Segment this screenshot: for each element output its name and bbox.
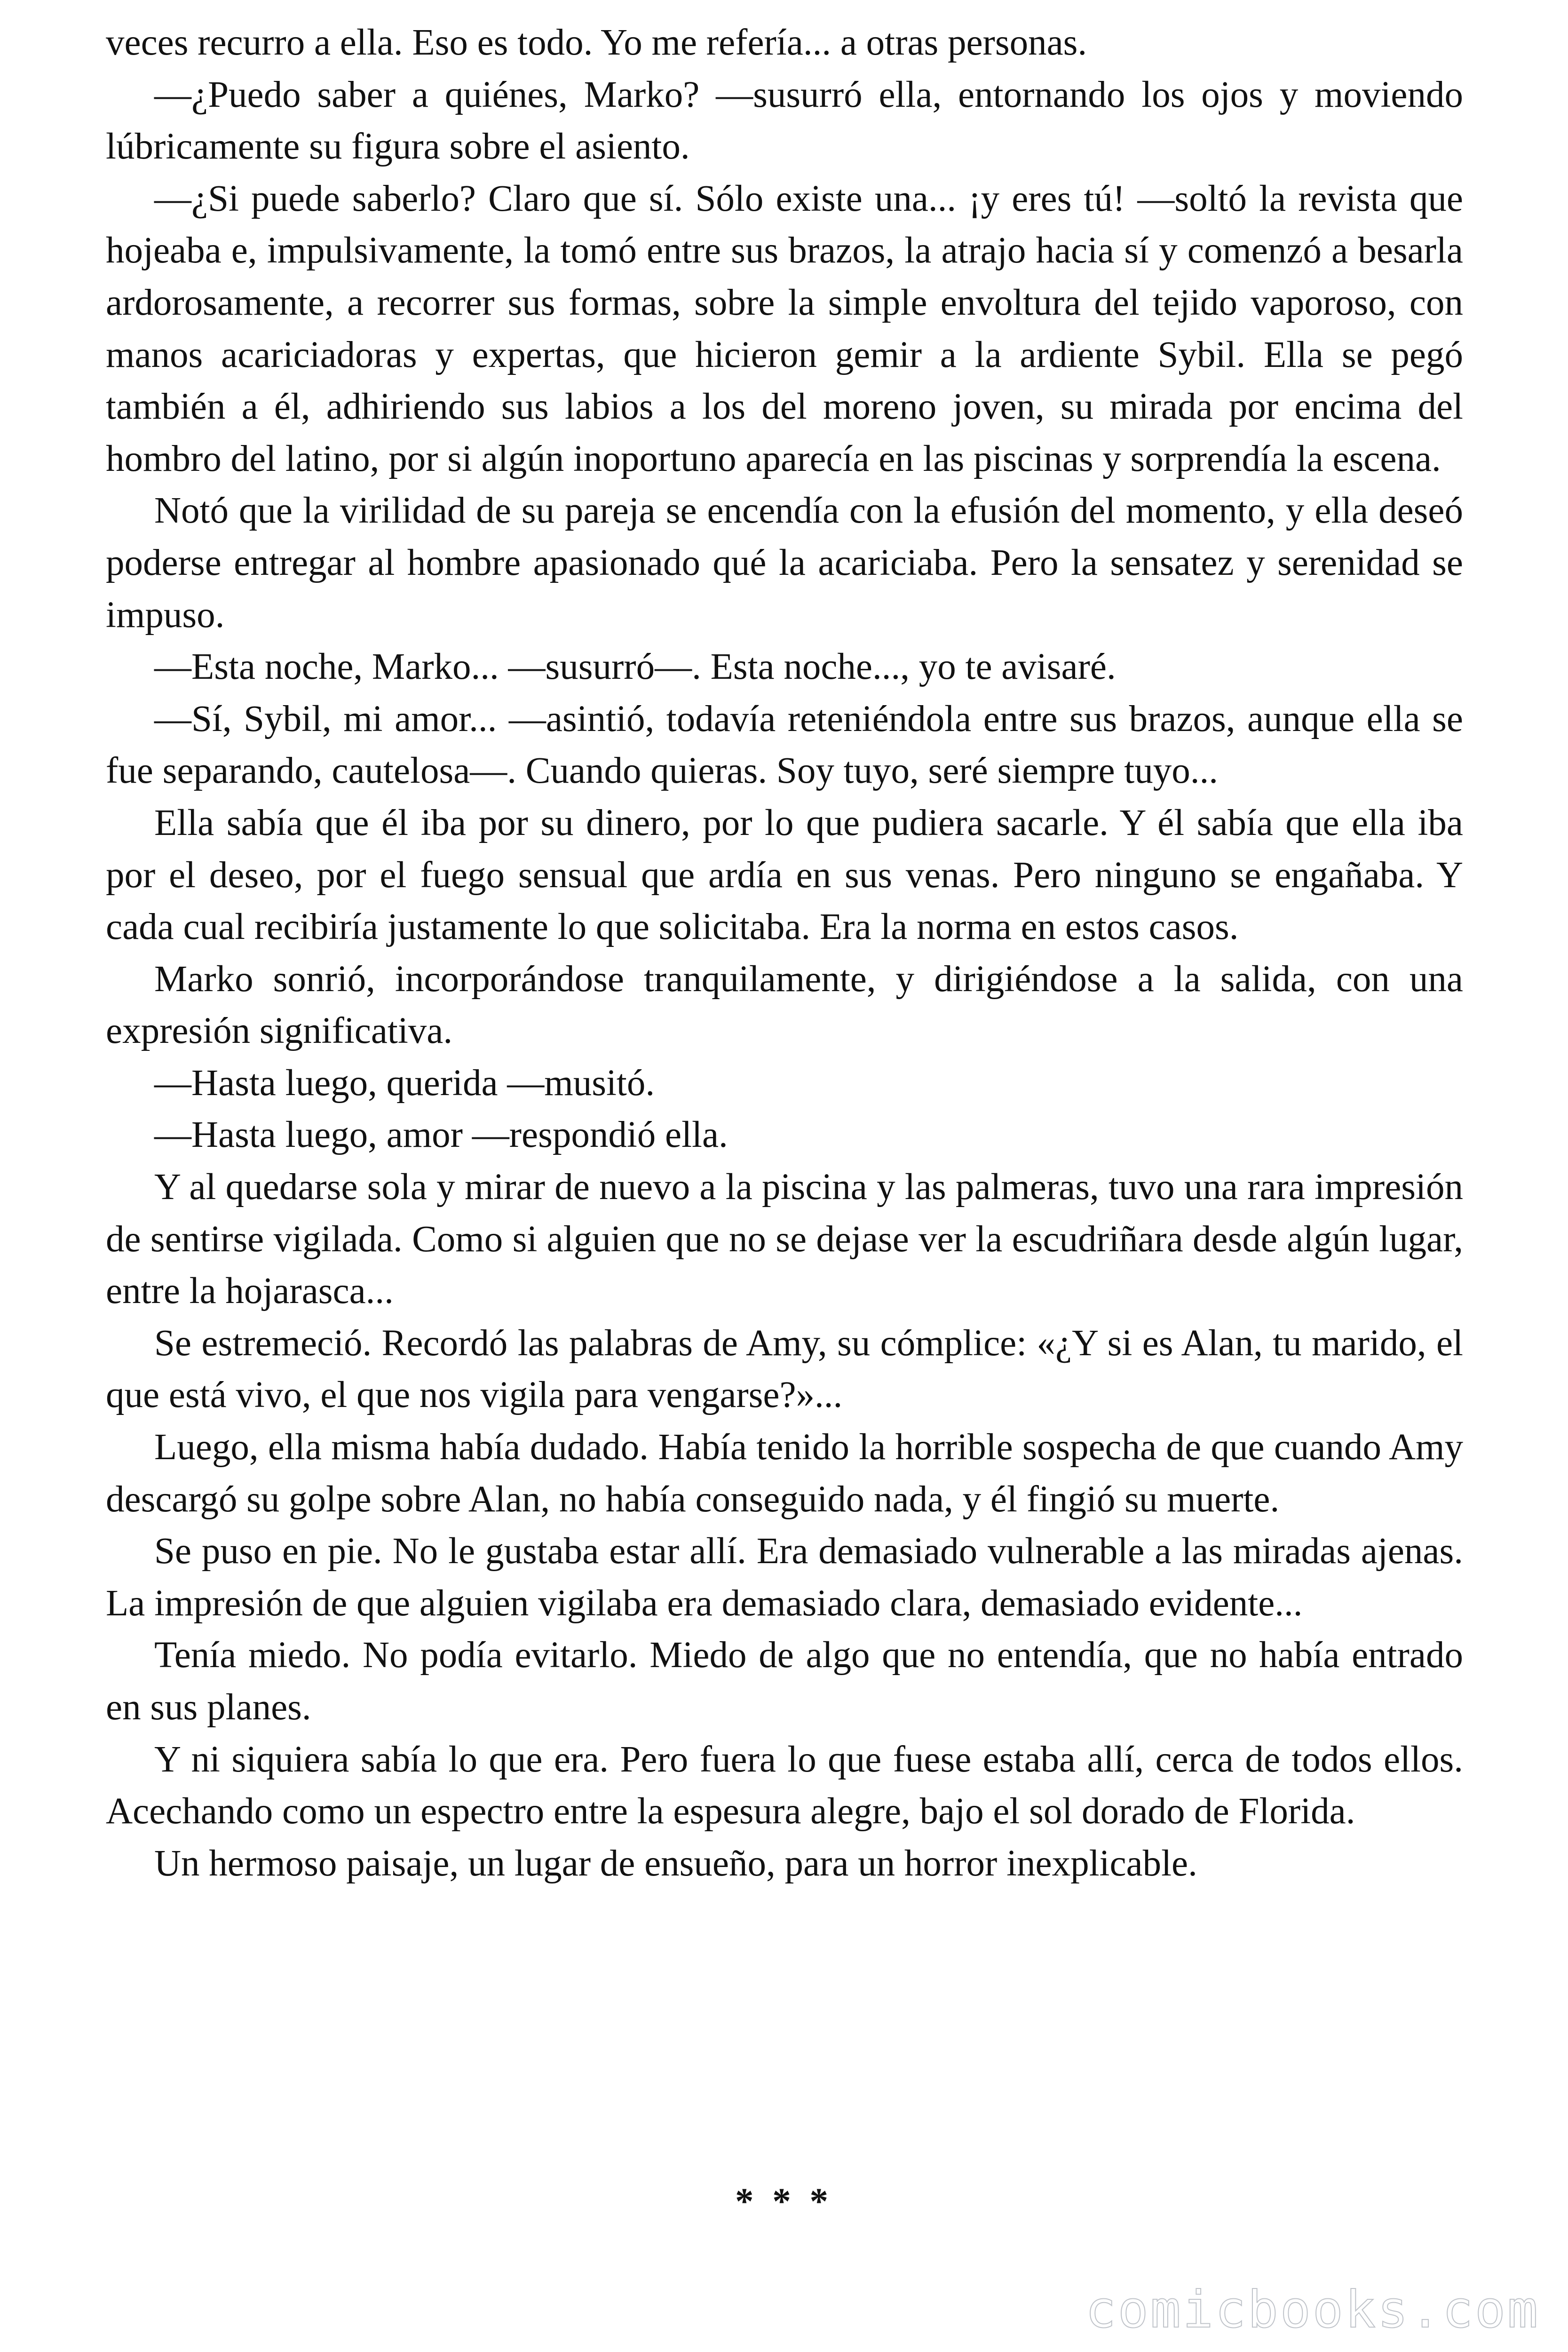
paragraph: Se estremeció. Recordó las palabras de Amy, su cómplice: «¿Y si es Alan, tu marido, el que está vivo, el que nos vigila para vengarse?»... [106,1322,1463,1416]
paragraph: Luego, ella misma había dudado. Había tenido la horrible sospecha de que cuando Amy descargó su golpe sobre Alan, no había conseguido nada, y él fingió su muerte. [106,1427,1463,1520]
section-separator: * * * [735,2181,833,2222]
paragraph: Ella sabía que él iba por su dinero, por lo que pudiera sacarle. Y él sabía que ella iba por el deseo, por el fuego sensual que ardía en sus venas. Pero ninguno se engañaba. Y cada cual recibiría justamente lo que solicitaba. Era la norma en estos casos. [106,802,1463,948]
body-text [106,17,1463,1890]
paragraph: Marko sonrió, incorporándose tranquilamente, y dirigiéndose a la salida, con una expresión significativa. [106,958,1463,1052]
paragraph: Notó que la virilidad de su pareja se encendía con la efusión del momento, y ella deseó poderse entregar al hombre apasionado qué la acariciaba. Pero la sensatez y serenidad se impuso. [106,490,1463,636]
paragraph: Se puso en pie. No le gustaba estar allí. Era demasiado vulnerable a las miradas ajenas. La impresión de que alguien vigilaba era demasiado clara, demasiado evidente... [106,1531,1463,1624]
paragraph: Y ni siquiera sabía lo que era. Pero fuera lo que fuese estaba allí, cerca de todos ellos. Acechando como un espectro entre la espesura alegre, bajo el sol dorado de Florida. [106,1739,1463,1832]
paragraph: Un hermoso paisaje, un lugar de ensueño, para un horror inexplicable. [154,1843,1197,1884]
paragraph: —Hasta luego, amor —respondió ella. [154,1114,728,1156]
paragraph: —Esta noche, Marko... —susurró—. Esta noche..., yo te avisaré. [154,646,1116,688]
paragraph: —Hasta luego, querida —musitó. [154,1062,655,1104]
paragraph: —¿Puedo saber a quiénes, Marko? —susurró ella, entornando los ojos y moviendo lúbricamente su figura sobre el asiento. [106,74,1463,167]
paragraph: Tenía miedo. No podía evitarlo. Miedo de algo que no entendía, que no había entrado en sus planes. [106,1635,1463,1728]
paragraph: —¿Si puede saberlo? Claro que sí. Sólo existe una... ¡y eres tú! —soltó la revista que hojeaba e, impulsivamente, la tomó entre sus brazos, la atrajo hacia sí y comenzó a besarla ardorosamente, a recorrer sus formas, sobre la simple envoltura del tejido vaporoso, con manos acariciadoras y expertas, que hicieron gemir a la ardiente Sybil. Ella se pegó también a él, adhiriendo sus labios a los del moreno joven, su mirada por encima del hombro del latino, por si algún inoportuno aparecía en las piscinas y sorprendía la escena. [106,178,1463,479]
paragraph: —Sí, Sybil, mi amor... —asintió, todavía reteniéndola entre sus brazos, aunque ella se fue separando, cautelosa—. Cuando quieras. Soy tuyo, seré siempre tuyo... [106,698,1463,792]
paragraph: veces recurro a ella. Eso es todo. Yo me refería... a otras personas. [106,22,1087,63]
paragraph: Y al quedarse sola y mirar de nuevo a la piscina y las palmeras, tuvo una rara impresión de sentirse vigilada. Como si alguien que no se dejase ver la escudriñara desde algún lugar, entre la hojarasca... [106,1167,1463,1312]
watermark: comicbooks.com [1085,2280,1540,2339]
